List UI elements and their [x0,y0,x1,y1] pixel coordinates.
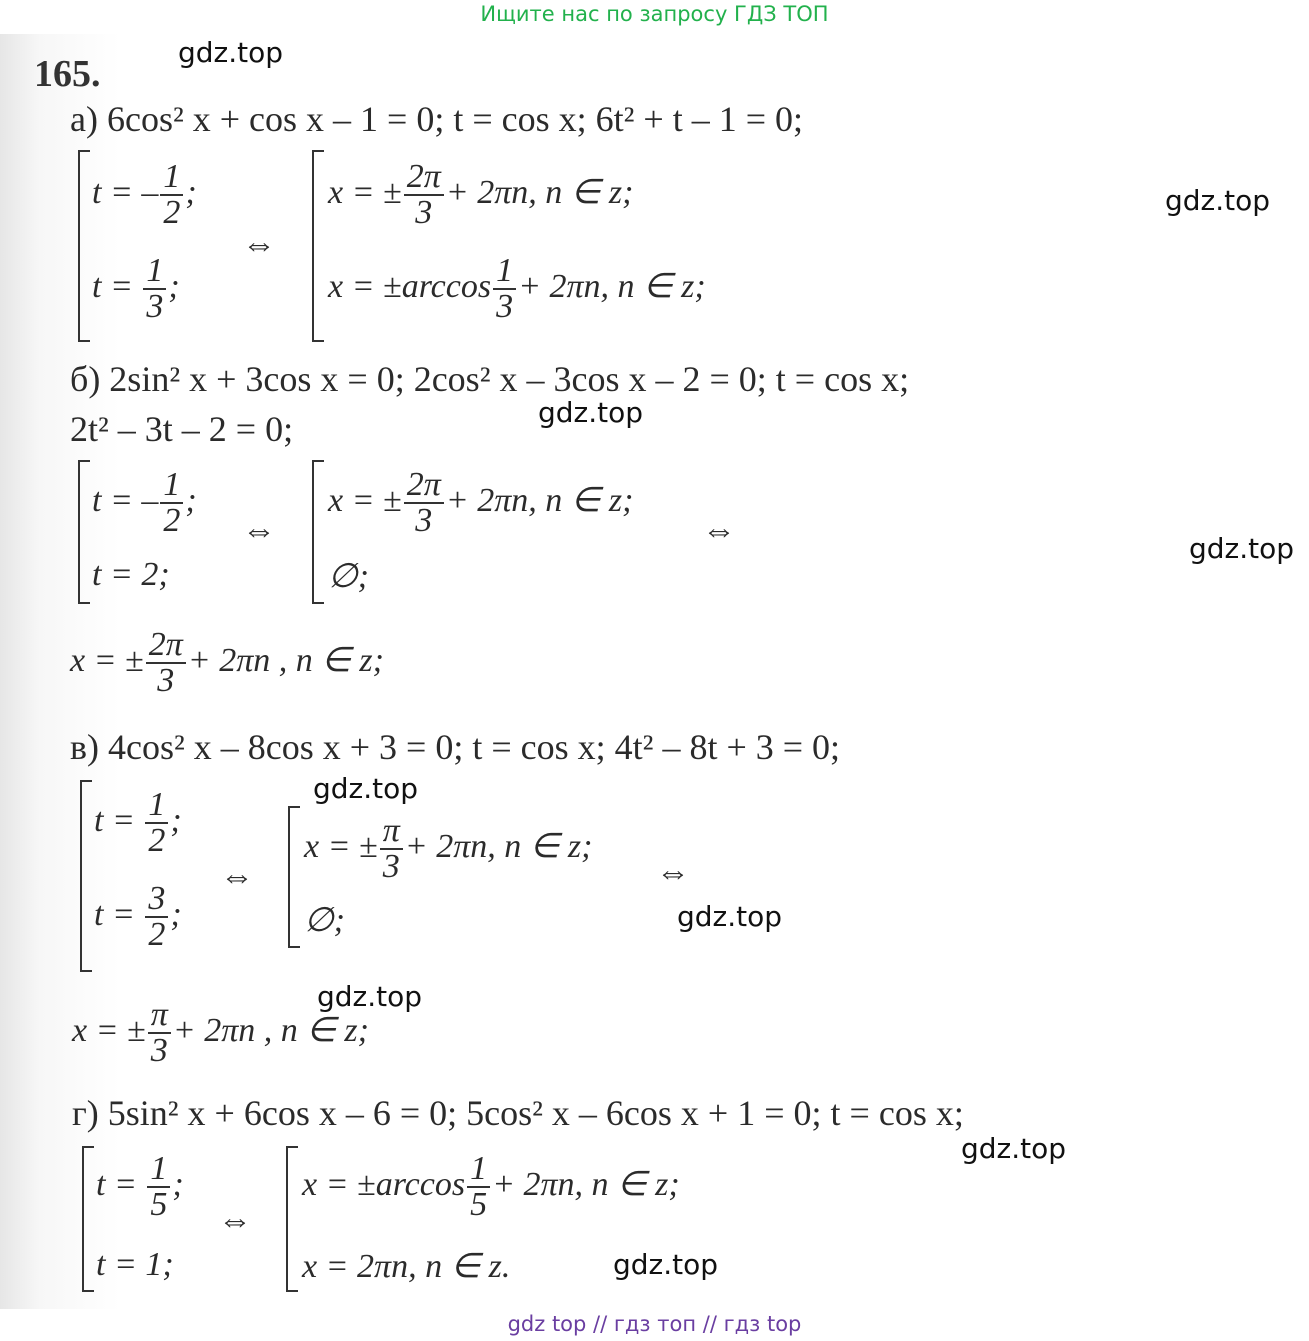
part-g-case-1: t = $\frac{1}{5}$ ; [96,1150,184,1223]
system-bracket [80,780,92,972]
part-a-case-2: t = $\frac{1}{3}$ ; [92,252,180,325]
system-bracket [78,460,90,604]
equivalence-symbol: ⇔ [242,226,276,263]
system-bracket [78,150,90,342]
part-g-root-2: x = 2πn, n ∈ z. [302,1248,511,1285]
watermark: gdz.top [313,772,419,805]
system-bracket [312,460,324,604]
equivalence-symbol: ⇔ [702,512,736,549]
part-b-root-1: x = ± $\frac{2\pi}{3}$ + 2πn, n ∈ z; [328,466,634,539]
part-a-equation: а) 6cos² x + cos x – 1 = 0; t = cos x; 6t² + t – 1 = 0; [70,99,804,139]
part-v-case-1: t = $\frac{1}{2}$ ; [94,786,182,859]
system-bracket [312,150,324,342]
watermark: gdz.top [178,36,284,69]
problem-number: 165. [34,53,101,95]
watermark: gdz.top [1165,184,1271,217]
footer-links[interactable]: gdz top // гдз топ // гдз top [507,1312,802,1336]
part-b-case-1: t = – $\frac{1}{2}$ ; [92,466,197,539]
part-a-case-1: t = – $\frac{1}{2}$ ; [92,158,197,231]
system-bracket [288,806,300,948]
equivalence-symbol: ⇔ [220,858,254,895]
part-v-equation: в) 4cos² x – 8cos x + 3 = 0; t = cos x; 4t² – 8t + 3 = 0; [70,727,841,767]
part-a-root-1: x = ± $\frac{2\pi}{3}$ + 2πn, n ∈ z; [328,158,634,231]
watermark: gdz.top [677,900,783,933]
part-v-case-2: t = $\frac{3}{2}$ ; [94,880,182,953]
watermark: gdz.top [317,980,423,1013]
part-v-root-1: x = ± $\frac{\pi}{3}$ + 2πn, n ∈ z; [304,812,593,885]
part-b-root-2: ∅; [328,558,369,595]
watermark: gdz.top [1189,532,1295,565]
part-b-answer: x = ± $\frac{2\pi}{3}$ + 2πn , n ∈ z; [70,626,384,699]
part-g-equation: г) 5sin² x + 6cos x – 6 = 0; 5cos² x – 6cos x + 1 = 0; t = cos x; [72,1093,964,1133]
part-b-equation-2: 2t² – 3t – 2 = 0; [70,409,294,449]
part-b-equation: б) 2sin² x + 3cos x = 0; 2cos² x – 3cos x – 2 = 0; t = cos x; [70,359,910,399]
part-g-root-1: x = ±arccos $\frac{1}{5}$ + 2πn, n ∈ z; [302,1150,680,1223]
watermark: gdz.top [961,1132,1067,1165]
part-a-root-2: x = ±arccos $\frac{1}{3}$ + 2πn, n ∈ z; [328,252,706,325]
part-g-case-2: t = 1; [96,1246,174,1283]
watermark: gdz.top [613,1248,719,1281]
equivalence-symbol: ⇔ [242,512,276,549]
part-b-case-2: t = 2; [92,556,170,593]
watermark: gdz.top [538,396,644,429]
equivalence-symbol: ⇔ [218,1202,252,1239]
system-bracket [82,1146,94,1292]
equivalence-symbol: ⇔ [656,854,690,891]
part-v-root-2: ∅; [304,902,345,939]
part-v-answer: x = ± $\frac{\pi}{3}$ + 2πn , n ∈ z; [72,996,369,1069]
system-bracket [286,1146,298,1292]
search-banner[interactable]: Ищите нас по запросу ГДЗ ТОП [480,2,829,26]
